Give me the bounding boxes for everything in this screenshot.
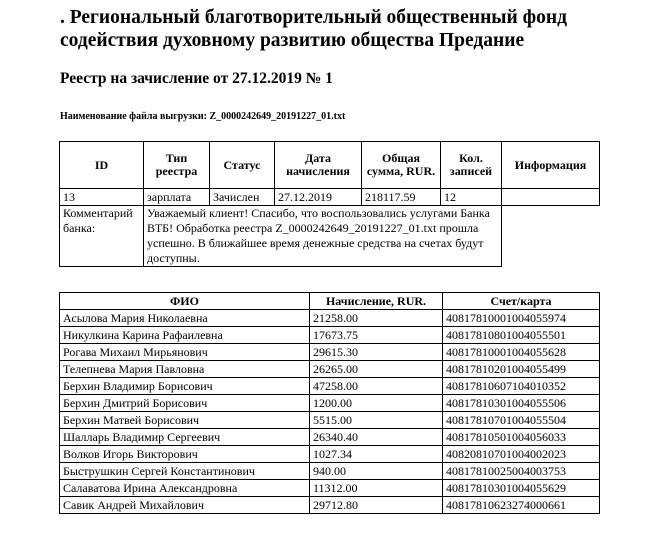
col-account: Счет/карта [443, 293, 600, 310]
table-row [60, 361, 600, 378]
col-registry-type: Тип реестра [144, 142, 210, 189]
registry-title: Реестр на зачисление от 27.12.2019 № 1 [60, 70, 333, 87]
col-total: Общая сумма, RUR. [362, 142, 441, 189]
payee-name: Асылова Мария Николаевна [60, 310, 310, 327]
table-row [60, 310, 600, 327]
registry-type: зарплата [144, 189, 210, 206]
payee-account: 40817810201004055499 [443, 361, 600, 378]
payee-account: 40817810301004055506 [443, 395, 600, 412]
col-status: Статус [210, 142, 275, 189]
payments-body [60, 310, 600, 514]
payee-amount: 29712.80 [310, 497, 443, 514]
registry-status: Зачислен [210, 189, 275, 206]
payee-name: Берхин Матвей Борисович [60, 412, 310, 429]
payee-amount: 29615.30 [310, 344, 443, 361]
col-full-name: ФИО [60, 293, 310, 310]
summary-header-row [60, 142, 600, 189]
payee-account: 40817810025004003753 [443, 463, 600, 480]
bank-comment-label: Комментарий банка: [60, 206, 144, 267]
table-row [60, 497, 600, 514]
payee-name: Берхин Дмитрий Борисович [60, 395, 310, 412]
payee-account: 40817810501004056033 [443, 429, 600, 446]
export-file-name: Наименование файла выгрузки: Z_0000242649_20191227_01.txt [60, 111, 346, 122]
payee-account: 40817810301004055629 [443, 480, 600, 497]
payee-name: Рогава Михаил Мирьянович [60, 344, 310, 361]
col-count: Кол. записей [441, 142, 502, 189]
payee-amount: 26265.00 [310, 361, 443, 378]
col-amount: Начисление, RUR. [310, 293, 443, 310]
payee-account: 40817810001004055974 [443, 310, 600, 327]
payee-name: Шалларь Владимир Сергеевич [60, 429, 310, 446]
table-row [60, 412, 600, 429]
payments-table [59, 292, 600, 514]
payee-amount: 26340.40 [310, 429, 443, 446]
registry-date: 27.12.2019 [275, 189, 362, 206]
payee-amount: 17673.75 [310, 327, 443, 344]
payee-name: Волков Игорь Викторович [60, 446, 310, 463]
table-row [60, 395, 600, 412]
table-row [60, 344, 600, 361]
table-row [60, 480, 600, 497]
payee-amount: 940.00 [310, 463, 443, 480]
summary-row [60, 189, 600, 206]
col-date: Дата начисления [275, 142, 362, 189]
payee-name: Салаватова Ирина Александровна [60, 480, 310, 497]
registry-count: 12 [441, 189, 502, 206]
comment-blank-cell [502, 206, 600, 267]
payee-account: 40817810801004055501 [443, 327, 600, 344]
payee-name: Савик Андрей Михайлович [60, 497, 310, 514]
payee-account: 40817810001004055628 [443, 344, 600, 361]
payee-amount: 1027.34 [310, 446, 443, 463]
payee-account: 40817810701004055504 [443, 412, 600, 429]
col-id: ID [60, 142, 144, 189]
payee-name: Берхин Владимир Борисович [60, 378, 310, 395]
payee-account: 40817810607104010352 [443, 378, 600, 395]
table-row [60, 378, 600, 395]
payee-amount: 1200.00 [310, 395, 443, 412]
payee-name: Телепнева Мария Павловна [60, 361, 310, 378]
table-row [60, 463, 600, 480]
bank-comment-text: Уважаемый клиент! Спасибо, что воспользовались услугами Банка ВТБ! Обработка реестра Z_0000242649_20191227_01.txt прошла успешно. В ближайшее время денежные средства на счетах будут доступны. [144, 206, 502, 267]
payee-account: 40820810701004002023 [443, 446, 600, 463]
payee-account: 40817810623274000661 [443, 497, 600, 514]
col-info: Информация [502, 142, 600, 189]
table-row [60, 327, 600, 344]
bank-comment-row [60, 206, 600, 267]
organization-title: . Региональный благотворительный общественный фонд содействия духовному развитию общества Предание [60, 7, 567, 51]
payee-name: Никулкина Карина Рафаилевна [60, 327, 310, 344]
table-row [60, 446, 600, 463]
payments-header-row [60, 293, 600, 310]
registry-info [502, 189, 600, 206]
payee-amount: 11312.00 [310, 480, 443, 497]
payee-amount: 5515.00 [310, 412, 443, 429]
table-row [60, 429, 600, 446]
registry-summary-table [59, 141, 600, 267]
registry-total: 218117.59 [362, 189, 441, 206]
payee-amount: 21258.00 [310, 310, 443, 327]
payee-amount: 47258.00 [310, 378, 443, 395]
payee-name: Быструшкин Сергей Константинович [60, 463, 310, 480]
registry-id: 13 [60, 189, 144, 206]
